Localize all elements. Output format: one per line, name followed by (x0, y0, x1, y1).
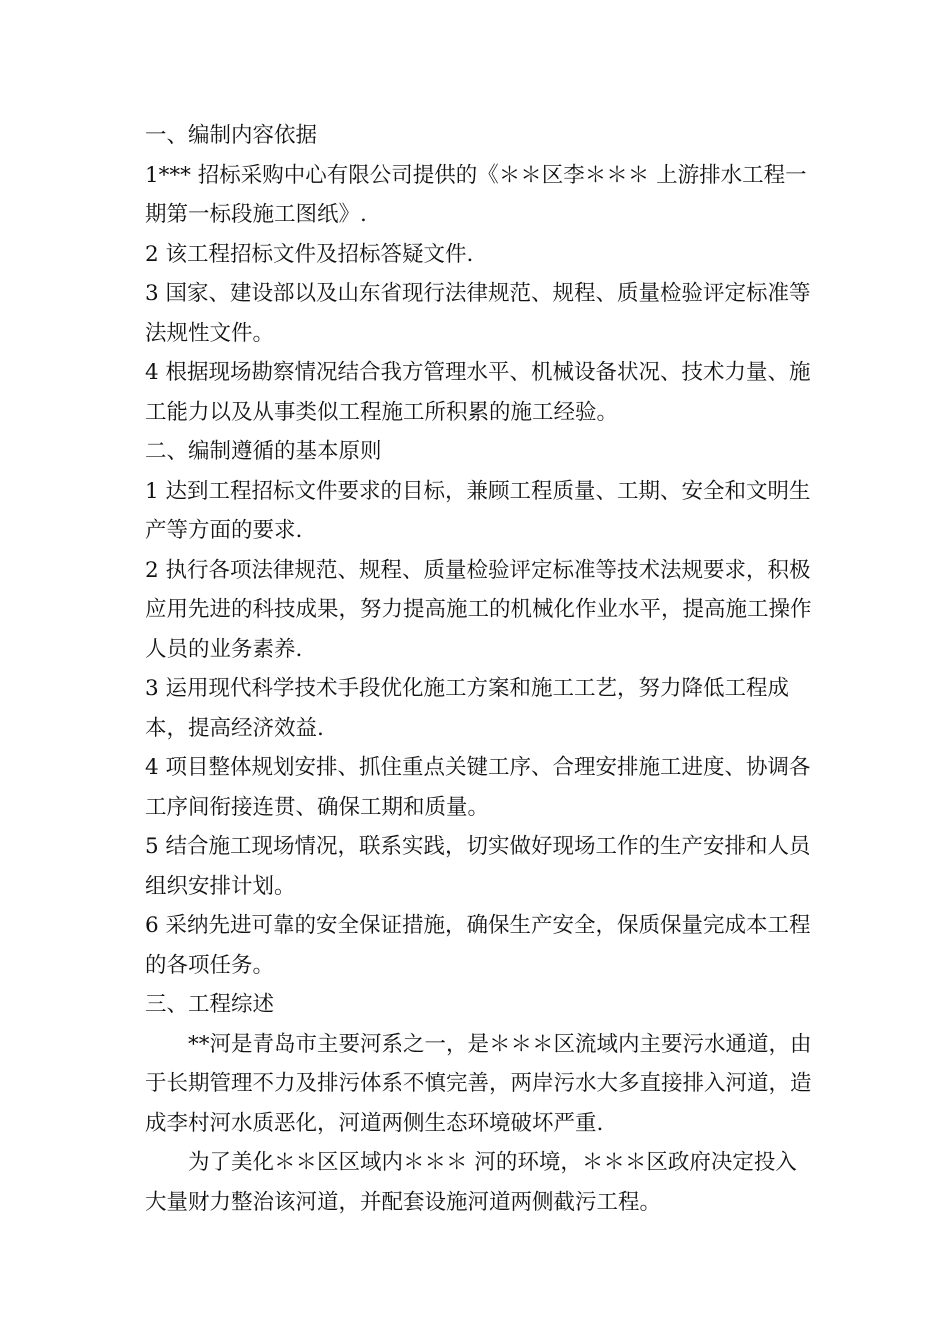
body-paragraph: **河是青岛市主要河系之一，是＊＊＊区流域内主要污水通道，由于长期管理不力及排污体系不慎完善，两岸污水大多直接排入河道，造成李村河水质恶化，河道两侧生态环境破坏严重. (145, 1031, 812, 1136)
document-page (145, 116, 815, 1222)
section-heading-1: 一、编制内容依据 (145, 123, 318, 148)
list-item: 4 根据现场勘察情况结合我方管理水平、机械设备状况、技术力量、施工能力以及从事类似工程施工所积累的施工经验。 (145, 360, 811, 425)
list-item: 3 运用现代科学技术手段优化施工方案和施工工艺，努力降低工程成本，提高经济效益. (145, 676, 790, 741)
list-item: 1*** 招标采购中心有限公司提供的《＊＊区李＊＊＊ 上游排水工程一期第一标段施工图纸》. (145, 162, 807, 227)
list-item: 2 执行各项法律规范、规程、质量检验评定标准等技术法规要求，积极应用先进的科技成果，努力提高施工的机械化作业水平，提高施工操作人员的业务素养. (145, 557, 812, 662)
list-item: 4 项目整体规划安排、抓住重点关键工序、合理安排施工进度、协调各工序间衔接连贯、确保工期和质量。 (145, 755, 811, 820)
list-item: 2 该工程招标文件及招标答疑文件. (145, 241, 474, 267)
section-heading-3: 三、工程综述 (145, 992, 275, 1017)
list-item: 3 国家、建设部以及山东省现行法律规范、规程、质量检验评定标准等法规性文件。 (145, 281, 811, 346)
list-item: 6 采纳先进可靠的安全保证措施，确保生产安全，保质保量完成本工程的各项任务。 (145, 913, 811, 978)
list-item: 5 结合施工现场情况，联系实践，切实做好现场工作的生产安排和人员组织安排计划。 (145, 834, 811, 899)
body-paragraph: 为了美化＊＊区区域内＊＊＊ 河的环境，＊＊＊区政府决定投入大量财力整治该河道，并配套设施河道两侧截污工程。 (145, 1150, 797, 1215)
section-heading-2: 二、编制遵循的基本原则 (145, 439, 382, 464)
list-item: 1 达到工程招标文件要求的目标，兼顾工程质量、工期、安全和文明生产等方面的要求. (145, 478, 811, 543)
